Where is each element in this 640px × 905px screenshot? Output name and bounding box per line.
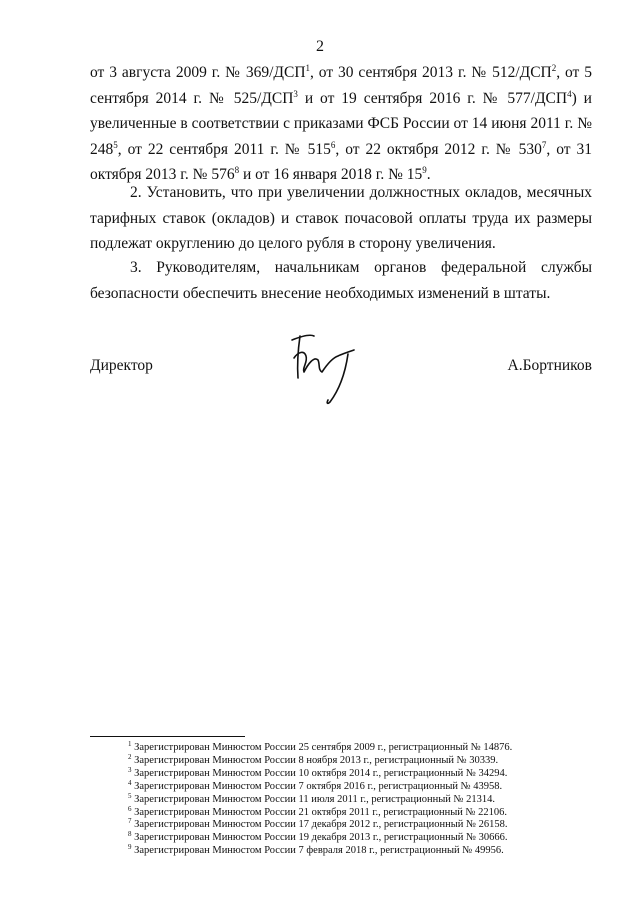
paragraph-text: . [426, 166, 431, 183]
footnote-number: 6 [128, 804, 132, 813]
footnote-ref: 4 [567, 88, 572, 99]
paragraph-text: , от 30 сентября 2013 г. № 512/ДСП [310, 64, 552, 81]
paragraph-text: , от 22 октября 2012 г. № 530 [335, 140, 542, 158]
footnote-number: 3 [128, 765, 132, 774]
footnote-item [128, 752, 598, 768]
footnote-item [128, 845, 598, 858]
paragraph-rounding-clause: 2. Установить, что при увеличении должностных окладов, месячных тарифных ставок (окладов) и ставок почасовой оплаты труда их размеры подлежат округлению до целого рубля в сторону увеличения. [90, 184, 592, 252]
footnote-text: Зарегистрирован Минюстом России 21 октября 2011 г., регистрационный № 22106. [131, 806, 508, 818]
footnote-ref: 2 [551, 63, 557, 73]
footnote-text: Зарегистрирован Минюстом России 10 октября 2014 г., регистрационный № 34294. [131, 767, 508, 779]
footnote-number: 4 [128, 778, 132, 787]
footnote-text: Зарегистрирован Минюстом России 7 октября 2016 г., регистрационный № 43958. [131, 780, 503, 792]
paragraph-text: и от 16 января 2018 г. № 15 [239, 166, 423, 183]
footnote-text: Зарегистрирован Минюстом России 19 декабря 2013 г., регистрационный № 30666. [131, 832, 508, 844]
footnote-item [128, 742, 598, 755]
footnote-ref: 5 [113, 139, 118, 150]
signatory-name: А.Бортников [507, 357, 592, 374]
footnote-item [128, 791, 598, 807]
paragraph-text: от 3 августа 2009 г. № 369/ДСП [90, 64, 306, 81]
paragraph-text: , от 22 сентября 2011 г. № 515 [117, 140, 331, 158]
footnote-ref: 1 [305, 63, 311, 73]
footnotes [128, 742, 598, 858]
signatory-title: Директор [90, 357, 153, 374]
paragraph-staff-changes-clause: 3. Руководителям, начальникам органов федеральной службы безопасности обеспечить внесение необходимых изменений в штаты. [90, 259, 592, 302]
footnote-ref: 8 [234, 165, 240, 175]
paragraph-text: ) и увеличенные в соответствии с приказами ФСБ России от 14 июня 2011 г. № 248 [90, 89, 592, 158]
footnote-number: 9 [128, 843, 132, 852]
footnote-item [128, 832, 598, 845]
footnote-item [128, 819, 598, 832]
footnote-ref: 6 [330, 139, 336, 150]
footnote-item [128, 765, 598, 781]
footnote-number: 1 [128, 740, 132, 748]
page-number: 2 [316, 38, 324, 55]
footnote-ref: 3 [293, 88, 298, 99]
paragraph-text: и от 19 сентября 2016 г. № 577/ДСП [297, 89, 568, 107]
footnote-item [128, 804, 598, 820]
footnote-text: Зарегистрирован Минюстом России 11 июля 2011 г., регистрационный № 21314. [131, 793, 496, 805]
paragraph-text: , от 31 октября 2013 г. № 576 [90, 140, 592, 183]
footnote-number: 2 [128, 752, 132, 761]
footnote-number: 7 [128, 817, 132, 826]
footnote-number: 5 [128, 791, 132, 800]
footnote-ref: 9 [422, 165, 427, 175]
footnote-text: Зарегистрирован Минюстом России 8 ноября 2013 г., регистрационный № 30339. [131, 754, 499, 766]
footnote-text: Зарегистрирован Минюстом России 25 сентября 2009 г., регистрационный № 14876. [131, 742, 513, 753]
footnote-text: Зарегистрирован Минюстом России 17 декабря 2012 г., регистрационный № 26158. [131, 819, 508, 831]
footnote-text: Зарегистрирован Минюстом России 7 февраля 2018 г., регистрационный № 49956. [131, 845, 504, 857]
paragraph-text: , от 5 сентября 2014 г. № 525/ДСП [90, 64, 592, 107]
footnote-item [128, 778, 598, 794]
footnote-separator [90, 736, 245, 737]
paragraph-orders-list [90, 60, 592, 188]
handwritten-signature [282, 328, 372, 410]
footnote-number: 8 [128, 830, 132, 839]
footnote-ref: 7 [541, 139, 547, 150]
